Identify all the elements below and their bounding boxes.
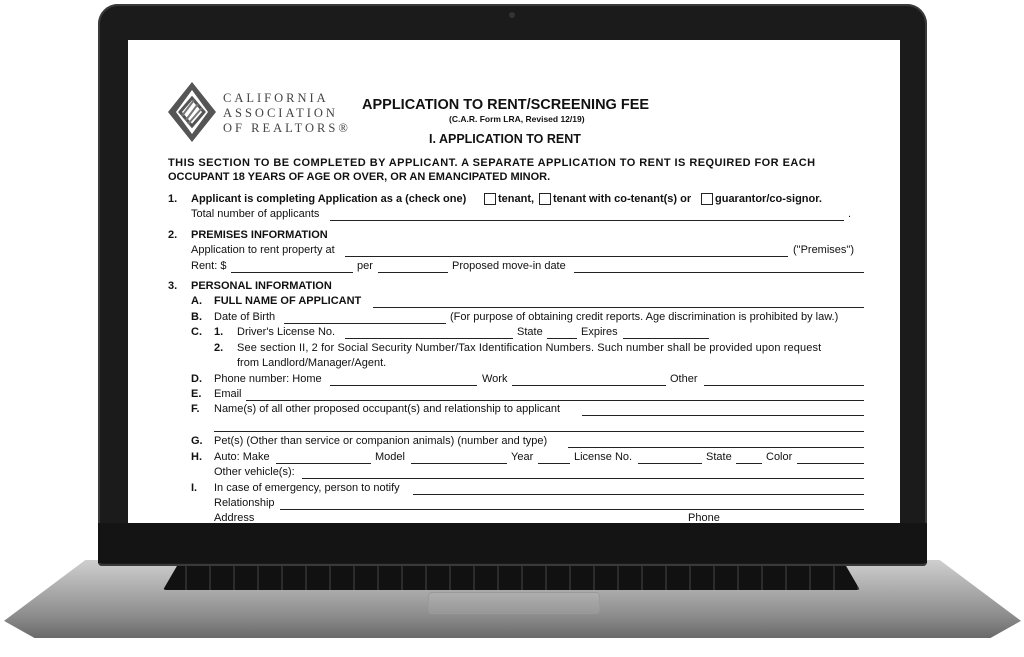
tenant-label: tenant, <box>498 193 535 205</box>
intro-line-2: OCCUPANT 18 YEARS OF AGE OR OVER, OR AN EMANCIPATED MINOR. <box>168 171 551 183</box>
move-in-date-field[interactable] <box>574 272 864 273</box>
full-name-label: FULL NAME OF APPLICANT <box>214 295 362 307</box>
item-e-letter: E. <box>191 388 202 400</box>
intro-line-1: THIS SECTION TO BE COMPLETED BY APPLICANT. A SEPARATE APPLICATION TO RENT IS REQUIRED FOR EACH <box>168 157 816 169</box>
license-label: Driver's License No. <box>237 326 336 338</box>
total-applicants-label: Total number of applicants <box>191 208 320 220</box>
s1-lead: Applicant is completing Application as a (check one) <box>191 193 467 205</box>
total-applicants-field[interactable] <box>330 220 844 221</box>
logo-line-3: OF REALTORS® <box>223 121 351 135</box>
relationship-label: Relationship <box>214 497 275 509</box>
guarantor-label: guarantor/co-signor. <box>715 193 822 205</box>
logo-line-2: ASSOCIATION <box>223 106 338 120</box>
keyboard <box>163 566 860 590</box>
property-address-field[interactable] <box>345 256 788 257</box>
pets-label: Pet(s) (Other than service or companion animals) (number and type) <box>214 435 548 447</box>
form-id: (C.A.R. Form LRA, Revised 12/19) <box>449 114 585 124</box>
emergency-contact-field[interactable] <box>413 494 864 495</box>
s1-period: . <box>848 208 852 220</box>
s1-number: 1. <box>168 193 178 205</box>
ssn-note-line-2: from Landlord/Manager/Agent. <box>237 357 387 369</box>
other-phone-field[interactable] <box>704 385 864 386</box>
guarantor-checkbox[interactable] <box>701 193 713 205</box>
s2-heading: PREMISES INFORMATION <box>191 229 328 241</box>
premises-label: ("Premises") <box>793 244 854 256</box>
auto-state-label: State <box>706 451 732 463</box>
item-f-letter: F. <box>191 403 200 415</box>
home-phone-label: Phone number: Home <box>214 373 322 385</box>
auto-model-label: Model <box>375 451 405 463</box>
license-state-label: State <box>517 326 543 338</box>
logo-line-1: CALIFORNIA <box>223 91 329 105</box>
rental-application-document <box>128 40 900 523</box>
section-title: I. APPLICATION TO RENT <box>429 132 581 146</box>
item-c1-number: 1. <box>214 326 224 338</box>
item-a-letter: A. <box>191 295 202 307</box>
rent-period-field[interactable] <box>378 272 448 273</box>
auto-year-label: Year <box>511 451 534 463</box>
address-label: Address <box>214 512 255 523</box>
auto-year-field[interactable] <box>538 463 570 464</box>
move-in-label: Proposed move-in date <box>452 260 566 272</box>
license-expires-label: Expires <box>581 326 618 338</box>
occupants-label: Name(s) of all other proposed occupant(s) and relationship to applicant <box>214 403 561 415</box>
item-b-letter: B. <box>191 311 202 323</box>
ssn-note-line-1: See section II, 2 for Social Security Number/Tax Identification Numbers. Such number shall be provided upon request <box>237 342 822 354</box>
auto-license-field[interactable] <box>638 463 702 464</box>
co-tenant-checkbox[interactable] <box>539 193 551 205</box>
s3-heading: PERSONAL INFORMATION <box>191 280 332 292</box>
s3-number: 3. <box>168 280 178 292</box>
dob-note: (For purpose of obtaining credit reports. Age discrimination is prohibited by law.) <box>450 311 839 323</box>
item-c-letter: C. <box>191 326 202 338</box>
item-c2-number: 2. <box>214 342 224 354</box>
dob-field[interactable] <box>284 323 446 324</box>
full-name-field[interactable] <box>373 307 864 308</box>
co-tenant-label: tenant with co-tenant(s) or <box>553 193 692 205</box>
work-phone-field[interactable] <box>512 385 666 386</box>
pets-field[interactable] <box>568 447 864 448</box>
car-logo-icon <box>166 80 218 144</box>
item-h-letter: H. <box>191 451 202 463</box>
occupants-field[interactable] <box>582 415 864 416</box>
laptop-screen <box>128 40 900 523</box>
rent-label: Rent: $ <box>191 260 227 272</box>
item-g-letter: G. <box>191 435 203 447</box>
work-phone-label: Work <box>482 373 508 385</box>
webcam-icon <box>509 12 515 18</box>
item-d-letter: D. <box>191 373 202 385</box>
auto-state-field[interactable] <box>736 463 762 464</box>
s2-number: 2. <box>168 229 178 241</box>
other-vehicle-label: Other vehicle(s): <box>214 466 295 478</box>
auto-make-field[interactable] <box>276 463 371 464</box>
item-i-letter: I. <box>191 482 198 494</box>
phone-label: Phone <box>688 512 720 523</box>
dob-label: Date of Birth <box>214 311 276 323</box>
auto-color-field[interactable] <box>797 463 864 464</box>
other-vehicle-field[interactable] <box>302 478 864 479</box>
email-field[interactable] <box>246 400 864 401</box>
auto-license-label: License No. <box>574 451 633 463</box>
tenant-checkbox[interactable] <box>484 193 496 205</box>
per-label: per <box>357 260 373 272</box>
rent-amount-field[interactable] <box>231 272 353 273</box>
emergency-contact-label: In case of emergency, person to notify <box>214 482 400 494</box>
screen-bezel-bottom <box>98 523 927 563</box>
form-title: APPLICATION TO RENT/SCREENING FEE <box>362 97 650 113</box>
license-number-field[interactable] <box>345 338 513 339</box>
property-label: Application to rent property at <box>191 244 335 256</box>
trackpad <box>428 592 600 614</box>
auto-make-label: Auto: Make <box>214 451 270 463</box>
relationship-field[interactable] <box>280 509 864 510</box>
email-label: Email <box>214 388 242 400</box>
auto-color-label: Color <box>766 451 793 463</box>
auto-model-field[interactable] <box>411 463 507 464</box>
license-expires-field[interactable] <box>623 338 709 339</box>
other-phone-label: Other <box>670 373 698 385</box>
occupants-field-line-2[interactable] <box>214 431 864 432</box>
home-phone-field[interactable] <box>330 385 477 386</box>
license-state-field[interactable] <box>547 338 577 339</box>
